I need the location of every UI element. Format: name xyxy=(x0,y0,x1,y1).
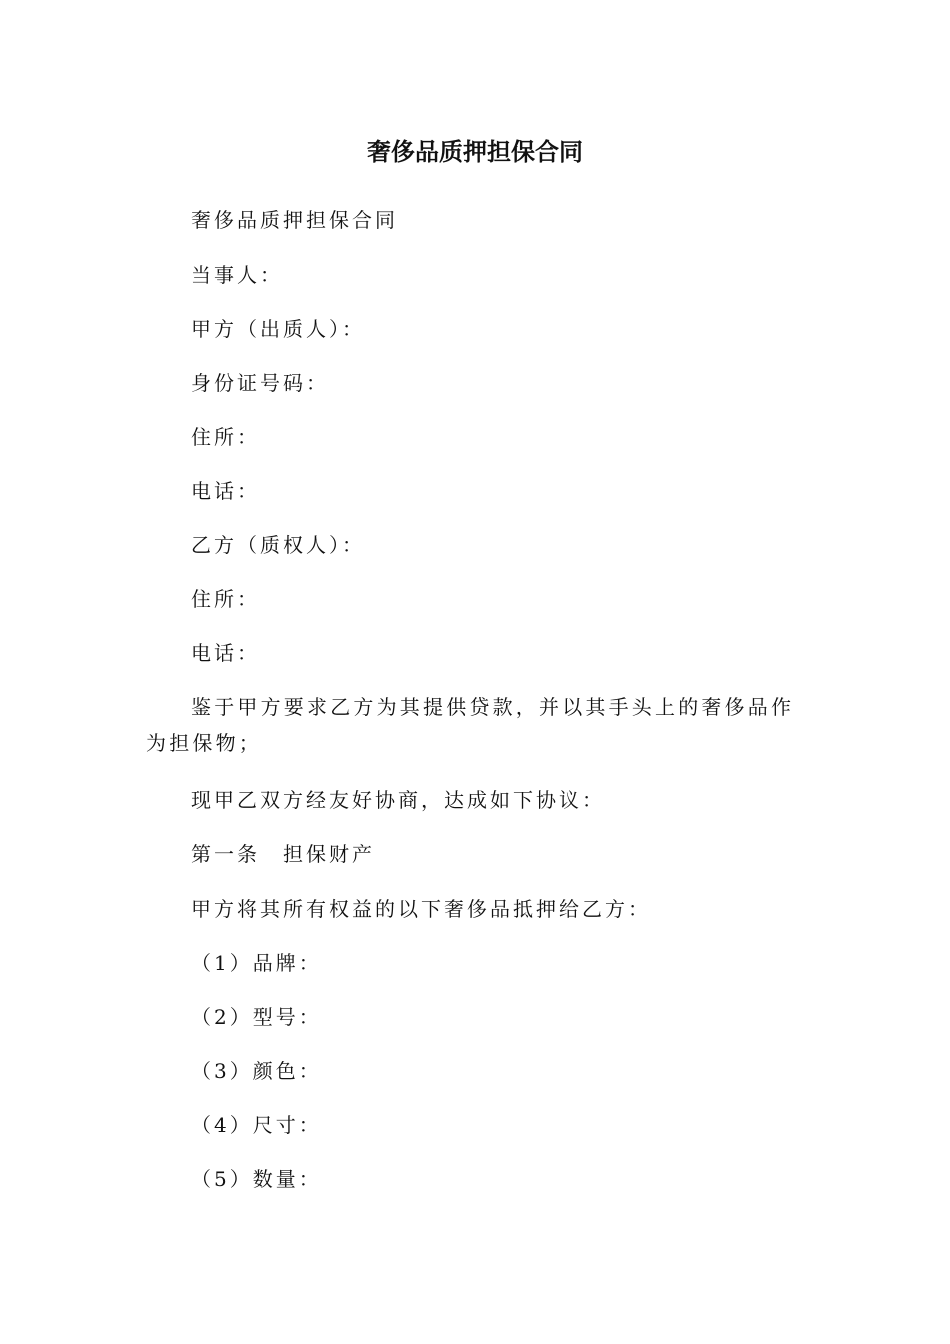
list-item-model: （2）型号： xyxy=(191,1005,322,1029)
paragraph-party-b: 乙方（质权人）： xyxy=(191,533,365,557)
paragraph-subtitle: 奢侈品质押担保合同 xyxy=(191,208,398,232)
paragraph-party-a-phone: 电话： xyxy=(191,479,260,503)
paragraph-whereas: 鉴于甲方要求乙方为其提供贷款，并以其手头上的奢侈品作为担保物； xyxy=(146,695,795,755)
paragraph-party-a-address: 住所： xyxy=(191,425,260,449)
paragraph-parties: 当事人： xyxy=(191,263,283,287)
paragraph-party-a: 甲方（出质人）： xyxy=(191,317,365,341)
paragraph-party-a-id: 身份证号码： xyxy=(191,371,329,395)
list-item-size: （4）尺寸： xyxy=(191,1113,322,1137)
document-title: 奢侈品质押担保合同 xyxy=(367,138,583,166)
paragraph-pledge: 甲方将其所有权益的以下奢侈品抵押给乙方： xyxy=(191,897,651,921)
list-item-brand: （1）品牌： xyxy=(191,951,322,975)
paragraph-article-1: 第一条 担保财产 xyxy=(191,842,375,866)
paragraph-agreement: 现甲乙双方经友好协商，达成如下协议： xyxy=(191,788,605,812)
list-item-color: （3）颜色： xyxy=(191,1059,322,1083)
list-item-quantity: （5）数量： xyxy=(191,1167,322,1191)
paragraph-party-b-phone: 电话： xyxy=(191,641,260,665)
paragraph-party-b-address: 住所： xyxy=(191,587,260,611)
